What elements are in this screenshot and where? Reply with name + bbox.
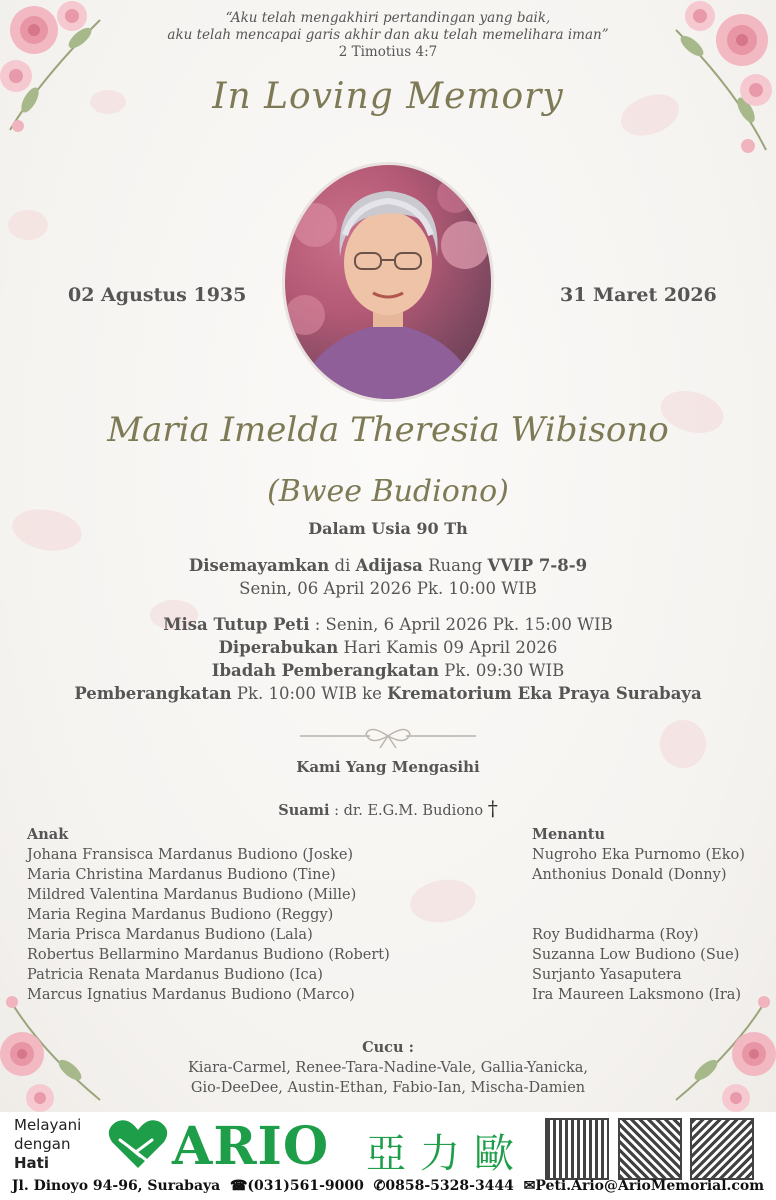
lying-in-state-at: di [329, 556, 356, 575]
email-address[interactable]: Peti.Ario@ArioMemorial.com [535, 1178, 765, 1194]
departure-destination: Krematorium Eka Praya Surabaya [387, 684, 702, 703]
ceremony-schedule [0, 613, 776, 705]
in-laws-list [532, 825, 745, 1005]
phone-number[interactable]: (031)561-9000 [247, 1178, 364, 1194]
grandchildren-label: Cucu : [362, 1039, 414, 1056]
lying-in-state-datetime: Senin, 06 April 2026 Pk. 10:00 WIB [239, 579, 537, 598]
whatsapp-number[interactable]: 0858-5328-3444 [385, 1178, 514, 1194]
qr-code[interactable] [545, 1118, 609, 1180]
cremation-line [0, 636, 776, 659]
handshake-heart-icon [106, 1116, 170, 1172]
cremation-text: Hari Kamis 09 April 2026 [338, 638, 558, 657]
list-item: Roy Budidharma (Roy) [532, 927, 699, 943]
portrait-illustration [285, 165, 491, 399]
departure-line [0, 682, 776, 705]
petal-decoration [8, 210, 48, 240]
list-item: Maria Christina Mardanus Budiono (Tine) [27, 867, 336, 883]
list-item: Nugroho Eka Purnomo (Eko) [532, 847, 745, 863]
contact-bar [0, 1178, 776, 1194]
footer-tagline [14, 1116, 81, 1173]
lying-in-state-label: Disemayamkan [188, 556, 330, 575]
in-laws-label: Menantu [532, 826, 605, 843]
bible-quote [0, 10, 776, 61]
brand-logo-chinese: 亞力歐 [366, 1131, 528, 1177]
list-item [532, 885, 745, 905]
brand-logo: ARIO [172, 1116, 330, 1177]
lying-in-state-room-label: Ruang [422, 556, 488, 575]
age-at-death: Dalam Usia 90 Th [308, 519, 468, 538]
email-icon: ✉ [518, 1178, 536, 1194]
list-item: Johana Fransisca Mardanus Budiono (Joske) [27, 847, 354, 863]
deceased-name: Maria Imelda Theresia Wibisono [107, 410, 669, 450]
list-item [532, 905, 745, 925]
address: Jl. Dinoyo 94-96, Surabaya [11, 1178, 221, 1194]
ribbon-divider [300, 724, 476, 748]
husband-label: Suami [278, 802, 330, 819]
closing-mass-line [0, 613, 776, 636]
birth-date: 02 Agustus 1935 [68, 284, 247, 306]
cremation-label: Diperabukan [218, 638, 339, 657]
cross-icon: † [487, 796, 498, 820]
list-item: Patricia Renata Mardanus Budiono (Ica) [27, 967, 323, 983]
whatsapp-icon: ✆ [368, 1178, 386, 1194]
grandchildren [0, 1038, 776, 1098]
husband-name: : dr. E.G.M. Budiono [329, 803, 484, 819]
lying-in-state-line [0, 554, 776, 577]
family-heading: Kami Yang Mengasihi [296, 758, 480, 776]
list-item: Ira Maureen Laksmono (Ira) [532, 987, 742, 1003]
list-item: Anthonius Donald (Donny) [532, 867, 727, 883]
children-label: Anak [27, 826, 69, 843]
tagline-line-1: Melayani [14, 1116, 82, 1134]
departure-service-text: Pk. 09:30 WIB [439, 661, 565, 680]
departure-service-label: Ibadah Pemberangkatan [211, 661, 439, 680]
list-item: Maria Regina Mardanus Budiono (Reggy) [27, 907, 334, 923]
qr-code[interactable] [618, 1118, 682, 1180]
list-item: Mildred Valentina Mardanus Budiono (Mille) [27, 887, 357, 903]
phone-icon: ☎ [225, 1178, 248, 1194]
list-item: Marcus Ignatius Mardanus Budiono (Marco) [27, 987, 355, 1003]
petal-decoration [407, 875, 479, 928]
list-item: Suzanna Low Budiono (Sue) [532, 947, 740, 963]
departure-text: Pk. 10:00 WIB ke [231, 684, 388, 703]
lying-in-state-room: VVIP 7-8-9 [487, 556, 588, 575]
closing-mass-label: Misa Tutup Peti [163, 615, 310, 634]
grandchildren-line-2: Gio-DeeDee, Austin-Ethan, Fabio-Ian, Mischa-Damien [190, 1080, 586, 1096]
lying-in-state-info [0, 554, 776, 600]
list-item: Maria Prisca Mardanus Budiono (Lala) [27, 927, 313, 943]
departure-label: Pemberangkatan [74, 684, 232, 703]
husband-line [0, 796, 776, 820]
footer-banner [0, 1112, 776, 1200]
closing-mass-text: : Senin, 6 April 2026 Pk. 15:00 WIB [309, 615, 613, 634]
portrait-photo [282, 162, 494, 402]
page-title: In Loving Memory [212, 76, 564, 117]
departure-service-line [0, 659, 776, 682]
quote-line-1: “Aku telah mengakhiri pertandingan yang baik, [225, 10, 551, 26]
list-item: Surjanto Yasaputera [532, 967, 682, 983]
tagline-line-3: Hati [14, 1154, 49, 1172]
list-item: Robertus Bellarmino Mardanus Budiono (Robert) [27, 947, 390, 963]
tagline-line-2: dengan [14, 1135, 71, 1153]
lying-in-state-place: Adijasa [355, 556, 423, 575]
deceased-alias: (Bwee Budiono) [267, 474, 509, 509]
qr-code[interactable] [690, 1118, 754, 1180]
grandchildren-line-1: Kiara-Carmel, Renee-Tara-Nadine-Vale, Gallia-Yanicka, [187, 1060, 589, 1076]
quote-reference: 2 Timotius 4:7 [338, 44, 438, 60]
death-date: 31 Maret 2026 [560, 284, 717, 306]
quote-line-2: aku telah mencapai garis akhir dan aku telah memelihara iman” [167, 27, 609, 43]
children-list [27, 825, 390, 1005]
